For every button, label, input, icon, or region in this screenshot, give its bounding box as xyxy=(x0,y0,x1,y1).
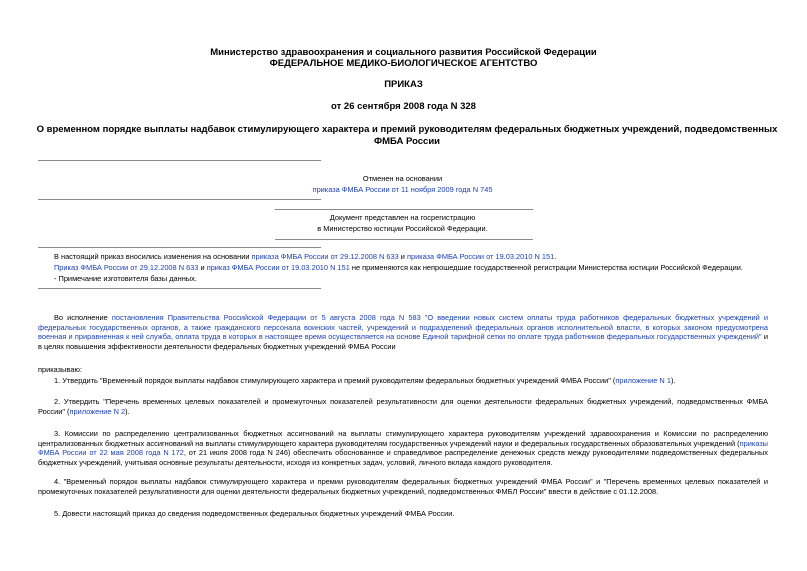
item-5: 5. Довести настоящий приказ до сведения подведомственных федеральных бюджетных учреждений ФМБА России. xyxy=(54,509,455,518)
registration-note-line1: Документ представлен на госрегистрацию xyxy=(329,213,476,222)
appendix-2-link[interactable]: приложение N 2 xyxy=(69,406,126,416)
changes-note-line2: Приказ ФМБА России от 29.12.2008 N 633 и приказ ФМБА России от 19.03.2010 N 151 не применяются как непрошедшие государственной регистрации Министерства юстиции Российской Федерации. xyxy=(54,263,743,272)
document-date: от 26 сентября 2008 года N 328 xyxy=(331,101,476,112)
appendix-1-link[interactable]: приложение N 1 xyxy=(615,376,671,385)
item-4: 4. "Временный порядок выплаты надбавок стимулирующего характера и премии руководителям федеральных бюджетных учреждений ФМБА России" и "Перечень временных целевых показателей и промежуточных показателей результативности для оценки деятельности федеральных бюджетных учреждений, подведомственных ФМБЛ России" ввести в действие с 01.12.2008. xyxy=(38,477,768,496)
amendment-link-633[interactable]: приказа ФМБА России от 29.12.2008 N 633 xyxy=(251,252,399,261)
agency-name: ФЕДЕРАЛЬНОЕ МЕДИКО-БИОЛОГИЧЕСКОЕ АГЕНТСТВО xyxy=(269,58,538,69)
fmba-orders-link[interactable]: приказы ФМБА России от 22 мая 2008 года N 172 xyxy=(38,438,768,457)
amendment-link-151[interactable]: приказа ФМБА России от 19.03.2010 N 151 xyxy=(407,252,555,261)
government-decree-link[interactable]: постановления Правительства Российской Федерации от 5 августа 2008 года N 583 "О введении новых систем оплаты труда работников федеральных бюджетных учреждений и федеральных государственных органов, а также гражданского персонала воинских частей, учреждений и подразделений федеральных органов исполнительной власти, в которых законом предусмотрена военная и приравненная к ней служба, оплата труда в которых в настоящее время осуществляется на основе Единой тарифной сетки по оплате труда работников федеральных государственных учреждений" xyxy=(38,313,769,341)
item-2: 2. Утвердить "Перечень временных целевых показателей и промежуточных показателей результативности для оценки деятельности федеральных бюджетных учреждений, подведомственных ФМБА России" (приложение N 2). xyxy=(38,397,768,416)
separator-rule xyxy=(38,288,321,289)
separator-rule xyxy=(275,209,533,210)
changes-note-line1: В настоящий приказ вносились изменения на основании приказа ФМБА России от 29.12.2008 N 633 и приказа ФМБА России от 19.03.2010 N 151. xyxy=(54,252,557,261)
order-word: приказываю: xyxy=(38,365,82,374)
document-title: О временном порядке выплаты надбавок стимулирующего характера и премий руководителям федеральных бюджетных учреждений, подведомственных ФМБА России xyxy=(36,124,778,147)
registration-note-line2: в Министерство юстиции Российской Федерации. xyxy=(317,224,488,233)
cancel-order-link[interactable]: приказа ФМБА России от 11 ноября 2009 года N 745 xyxy=(312,185,493,194)
item-3: 3. Комиссии по распределению централизованных бюджетных ассигнований на выплаты стимулирующего характера руководителям учреждений здравоохранения и Комиссии по распределению централизованных бюджетных ассигнований на выплаты стимулирующего характера руководителям государственных учреждений науки и федеральных государственных образовательных учреждений (приказы ФМБА России от 22 мая 2008 года N 172, от 21 июля 2008 года N 246) обеспечить обоснованное и справедливое распределение денежных средств между руководителями подведомственных федеральных бюджетных учреждений, учитывая основные результаты деятельности, исходя из конкретных задач, условий, личного вклада каждого руководителя. xyxy=(38,429,768,467)
order-link-633[interactable]: Приказ ФМБА России от 29.12.2008 N 633 xyxy=(54,263,199,272)
document-type: ПРИКАЗ xyxy=(384,79,423,90)
separator-rule xyxy=(275,239,533,240)
ministry-name: Министерство здравоохранения и социального развития Российской Федерации xyxy=(210,47,597,58)
order-link-151[interactable]: приказ ФМБА России от 19.03.2010 N 151 xyxy=(206,263,350,272)
database-note: - Примечание изготовителя базы данных. xyxy=(54,274,197,283)
preamble-paragraph: Во исполнение постановления Правительства Российской Федерации от 5 августа 2008 года N 583 "О введении новых систем оплаты труда работников федеральных бюджетных учреждений и федеральных государственных органов, а также гражданского персонала воинских частей, учреждений и подразделений федеральных органов исполнительной власти, в которых законом предусмотрена военная и приравненная к ней служба, оплата труда в которых в настоящее время осуществляется на основе Единой тарифной сетки по оплате труда работников федеральных государственных учреждений" и в целях повышения эффективности деятельности федеральных бюджетных учреждений ФМБА России xyxy=(38,313,769,351)
cancel-note-text: Отменен на основании xyxy=(362,174,443,183)
separator-rule xyxy=(38,247,321,248)
separator-rule xyxy=(38,160,321,161)
separator-rule xyxy=(38,199,321,200)
item-1: 1. Утвердить "Временный порядок выплаты надбавок стимулирующего характера и премий руководителям федеральных бюджетных учреждений ФМБА России" (приложение N 1). xyxy=(54,376,676,385)
cancel-note-block xyxy=(270,185,535,194)
